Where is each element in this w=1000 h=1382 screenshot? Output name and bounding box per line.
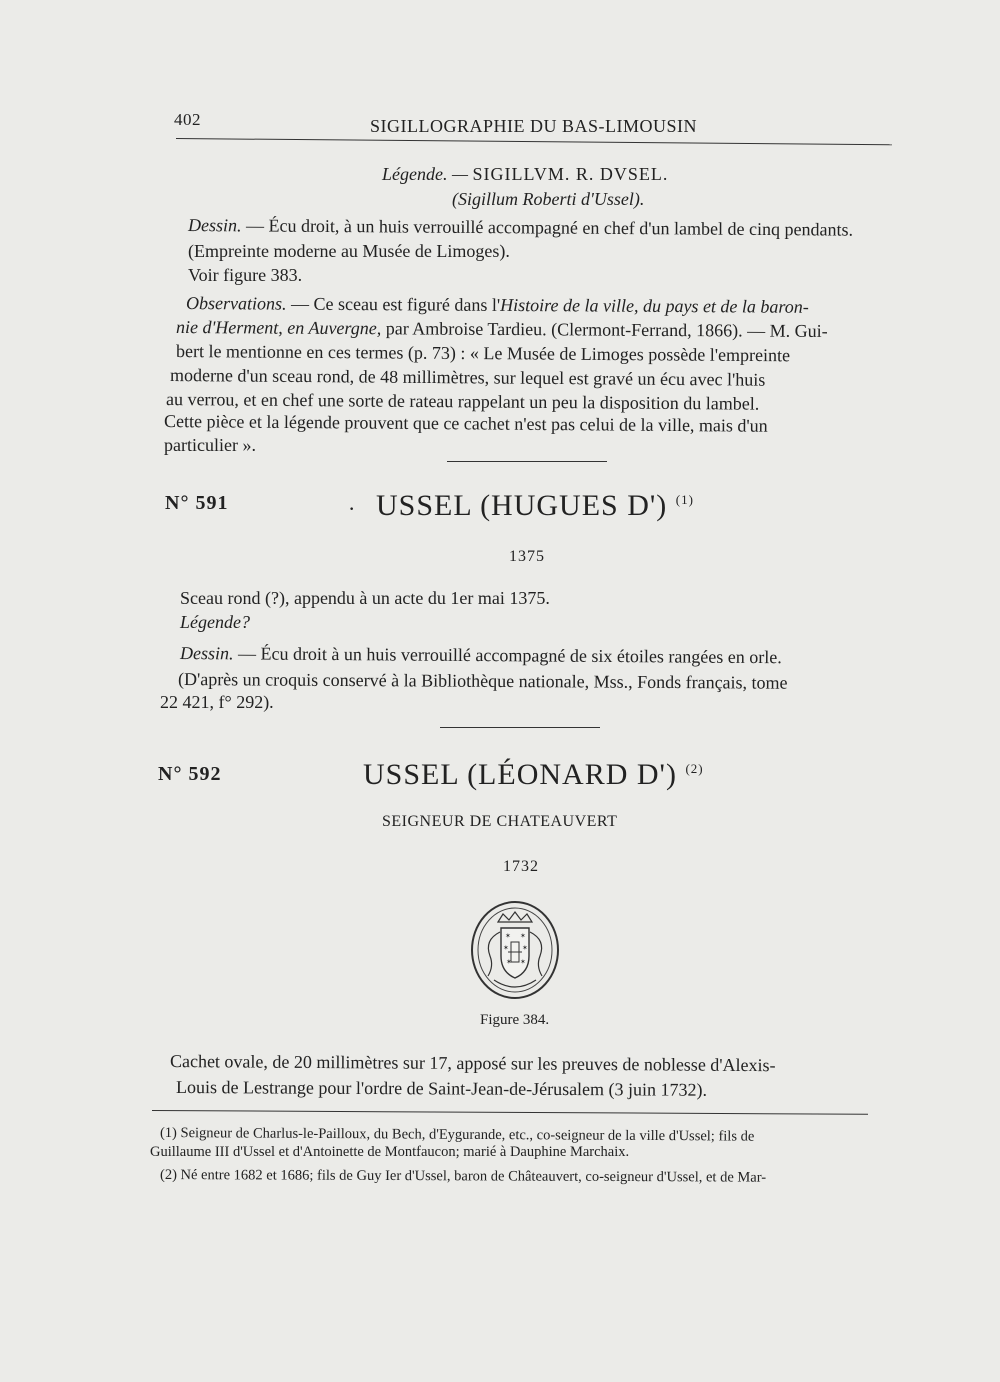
entry-year-592: 1732 [503,858,539,875]
entry-title-591-text: USSEL (HUGUES D') [376,489,668,522]
entry-591-line-1: Sceau rond (?), appendu à un acte du 1er mai 1375. [180,588,550,608]
entry-591-dessin-label: Dessin. [179,643,234,664]
note-ref-1: (1) [675,492,694,507]
svg-text:✶: ✶ [505,932,511,940]
entry-592-text-1: Cachet ovale, de 20 millimètres sur 17, apposé sur les preuves de noblesse d'Alexis- [169,1051,776,1076]
entry-title-591 [376,489,694,523]
dessin-line [188,214,898,241]
svg-text:✶: ✶ [503,944,509,952]
observations-label: Observations. [185,293,287,314]
header-rule [176,138,892,145]
observations-text-2a: nie d'Herment, en Auvergne, [175,317,382,339]
svg-text:✶: ✶ [522,944,528,952]
seal-drawing [470,900,560,1000]
running-title: SIGILLOGRAPHIE DU BAS-LIMOUSIN [370,116,697,136]
entry-592-text-2: Louis de Lestrange pour l'ordre de Saint-Jean-de-Jérusalem (3 juin 1732). [175,1077,708,1100]
entry-number-591: N° 591 [165,492,229,514]
observations-line-1 [186,292,809,318]
page-number: 402 [174,110,201,129]
observations-line-2 [176,316,828,342]
footnote-1-line-1: (1) Seigneur de Charlus-le-Pailloux, du Bech, d'Eygurande, etc., co-seigneur de la ville d'Ussel; fils de [159,1125,755,1145]
section-divider-2 [440,727,600,728]
legende-line [382,163,668,185]
observations-text-2b: par Ambroise Tardieu. (Clermont-Ferrand, 1866). — M. Gui- [381,318,828,341]
legende-text: SIGILLVM. R. DVSEL. [472,164,669,184]
observations-line-6: Cette pièce et la légende prouvent que ce cachet n'est pas celui de la ville, mais d'un [163,411,768,436]
entry-title-592-text: USSEL (LÉONARD D') [363,758,677,791]
observations-text-1b: Histoire de la ville, du pays et de la baron- [500,294,809,317]
observations-line-3: bert le mentionne en ces termes (p. 73) : « Le Musée de Limoges possède l'empreinte [175,341,791,366]
heading-dot: · [348,496,356,521]
entry-591-dessin-text: — Écu droit à un huis verrouillé accompagné de six étoiles rangées en orle. [233,643,782,668]
svg-text:✶: ✶ [506,958,512,966]
entry-year-591: 1375 [509,548,545,565]
footnote-1-line-2: Guillaume III d'Ussel et d'Antoinette de Montfaucon; marié à Dauphine Marchaix. [150,1144,630,1160]
observations-text-1a: — Ce sceau est figuré dans l' [286,293,501,315]
svg-text:✶: ✶ [520,958,526,966]
footnote-rule [152,1110,868,1115]
entry-591-legende: Légende? [180,612,250,632]
entry-591-dessin [180,642,885,669]
seal-figure-384 [470,900,560,1000]
footnote-2-line-1: (2) Né entre 1682 et 1686; fils de Guy Ier d'Ussel, baron de Châteauvert, co-seigneur d'Ussel, et de Mar- [159,1167,767,1186]
observations-line-5: au verrou, et en chef une sorte de rateau rappelant un peu la disposition du lambel. [165,389,760,414]
empreinte-line: (Empreinte moderne au Musée de Limoges). [188,241,510,261]
entry-591-source-2: 22 421, f° 292). [160,692,274,712]
observations-line-7: particulier ». [164,435,256,455]
note-ref-2: (2) [685,761,704,776]
figure-caption: Figure 384. [480,1012,550,1028]
section-divider-1 [447,461,607,462]
dessin-label: Dessin. [187,215,242,236]
dessin-text: — Écu droit, à un huis verrouillé accompagné en chef d'un lambel de cinq pendants. [241,215,854,240]
entry-592-subtitle: SEIGNEUR DE CHATEAUVERT [382,813,618,830]
entry-number-592: N° 592 [158,763,222,785]
observations-line-4: moderne d'un sceau rond, de 48 millimètres, sur lequel est gravé un écu avec l'huis [169,365,766,390]
svg-text:✶: ✶ [520,932,526,940]
legende-expansion: (Sigillum Roberti d'Ussel). [452,189,645,209]
entry-591-source-1: (D'après un croquis conservé à la Bibliothèque nationale, Mss., Fonds français, tome [177,669,788,693]
voir-figure: Voir figure 383. [188,265,303,285]
legende-label: Légende. — [382,164,468,184]
entry-title-592 [363,758,704,792]
